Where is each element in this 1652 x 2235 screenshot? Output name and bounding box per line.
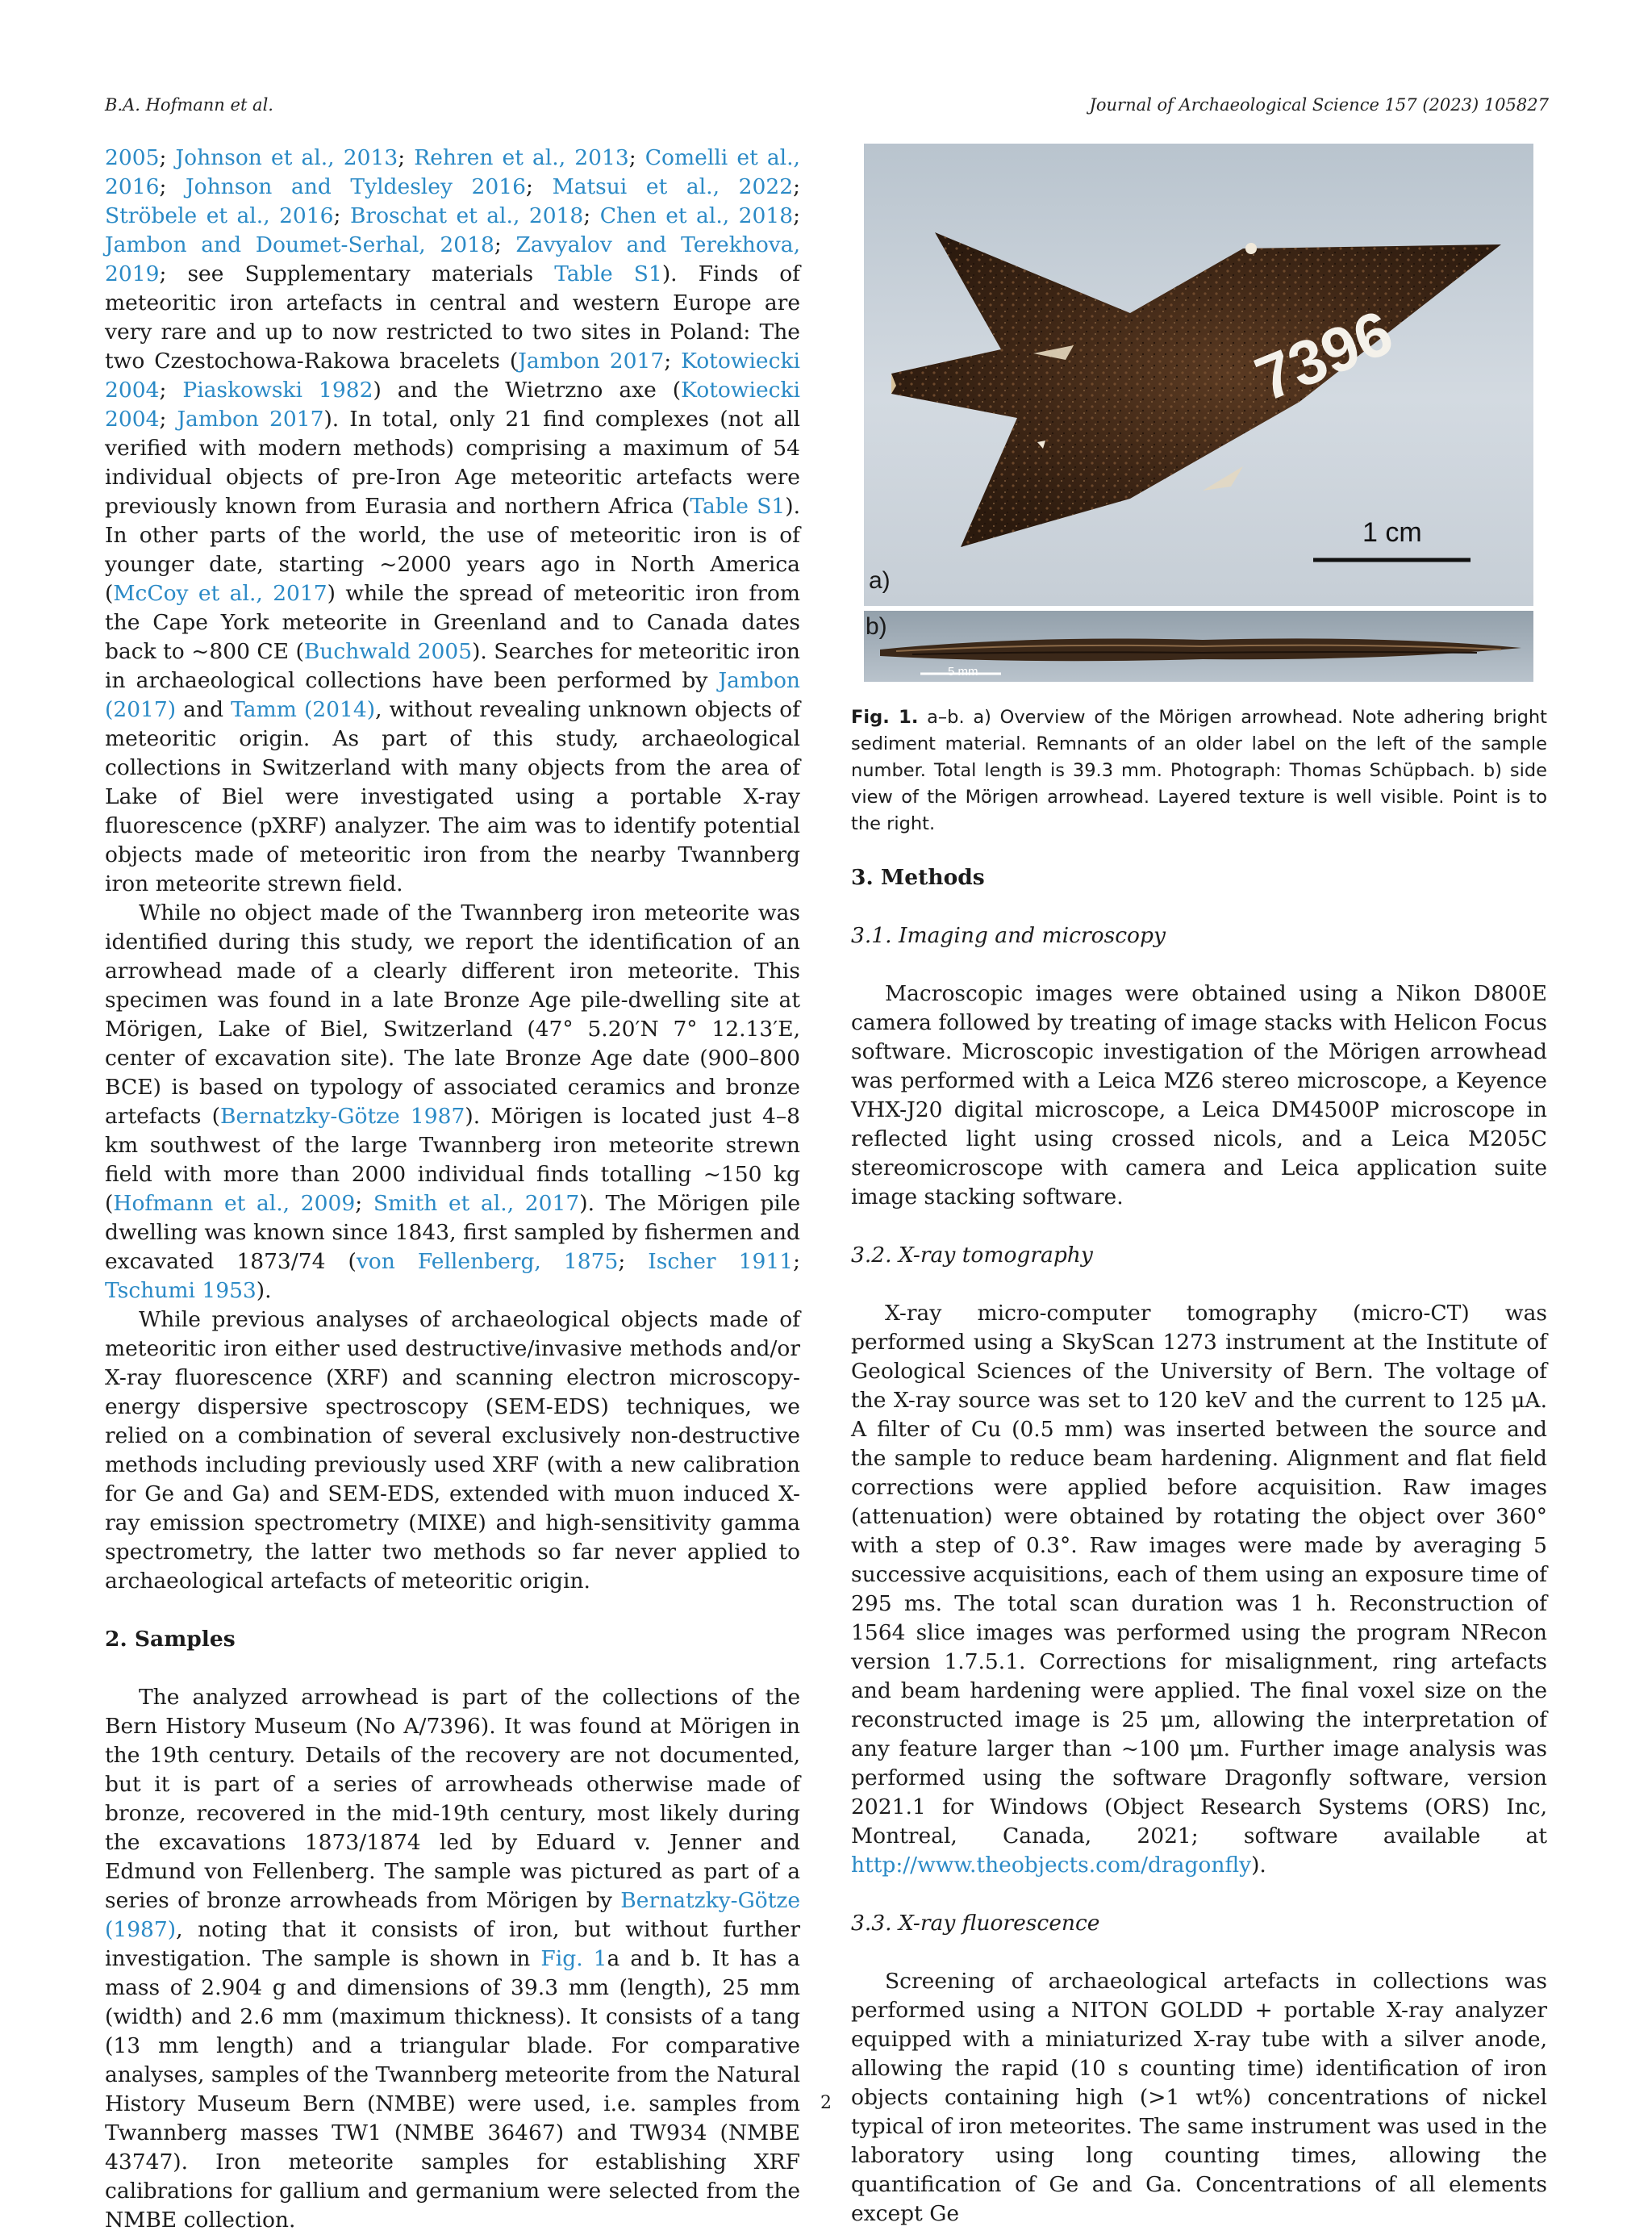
arrowhead-photo-side-view xyxy=(864,611,1533,682)
citation-link[interactable]: Jambon (2017) xyxy=(105,668,800,722)
right-column xyxy=(851,144,1547,2229)
subsection-xray-tomography: 3.2. X-ray tomography xyxy=(851,1243,1093,1268)
page-number: 2 xyxy=(820,2093,832,2113)
citation-link[interactable]: von Fellenberg, 1875 xyxy=(356,1249,619,1274)
arrowhead-illustration xyxy=(864,144,1533,606)
paragraph-methods-overview: While previous analyses of archaeological objects made of meteoritic iron either used destructive/invasive methods and/or X-ray fluorescence (XRF) and scanning electron microscopy-energy dispersive spectroscopy (SEM-EDS) techniques, we relied on a combination of several exclusively non-destructive methods including previously used XRF (with a new calibration for Ge and Ga) and SEM-EDS, extended with muon induced X-ray emission spectrometry (MIXE) and high-sensitivity gamma spectrometry, the latter two methods so far never applied to archaeological artefacts of meteoritic origin. xyxy=(105,1307,800,1594)
citation-link[interactable]: 2005 xyxy=(105,145,160,170)
citation-link[interactable]: Fig. 1 xyxy=(540,1946,607,1971)
citation-link[interactable]: McCoy et al., 2017 xyxy=(113,581,327,606)
figure-1 xyxy=(864,144,1533,682)
citation-link[interactable]: Bernatzky-Götze 1987 xyxy=(220,1104,465,1129)
panel-label-a: a) xyxy=(869,567,891,594)
citation-link[interactable]: Table S1 xyxy=(554,261,662,286)
left-column xyxy=(105,144,800,2235)
scale-label-5mm: 5 mm xyxy=(948,665,978,679)
arrowhead-photo-overview xyxy=(864,144,1533,606)
running-header-authors: B.A. Hofmann et al. xyxy=(105,95,273,115)
paragraph-morigen-identification: While no object made of the Twannberg iron meteorite was identified during this study, we report the identification of an arrowhead made of a clearly different iron meteorite. This specimen was found in a late Bronze Age pile-dwelling site at Mörigen, Lake of Biel, Switzerland (47° 5.20′N 7° 12.13′E, center of excavation site). The late Bronze Age date (900–800 BCE) is based on typology of associated ceramics and bronze artefacts (Bernatzky-Götze 1987). Mörigen is located just 4–8 km southwest of the large Twannberg iron meteorite strewn field with more than 2000 individual finds totalling ~150 kg (Hofmann et al., 2009; Smith et al., 2017). The Mörigen pile dwelling was known since 1843, first sampled by fishermen and excavated 1873/74 (von Fellenberg, 1875; Ischer 1911; Tschumi 1953). xyxy=(105,900,800,1303)
sample-number-label: 7396 xyxy=(1245,296,1403,415)
scale-label-1cm: 1 cm xyxy=(1362,517,1422,548)
citation-link[interactable]: Johnson and Tyldesley 2016 xyxy=(186,174,526,199)
citation-link[interactable]: Comelli et al., 2016 xyxy=(105,145,800,199)
caption-lead: Fig. 1. xyxy=(851,707,919,728)
citation-link[interactable]: Kotowiecki 2004 xyxy=(105,349,800,403)
paragraph-xray-tomography: X-ray micro-computer tomography (micro-CT) was performed using a SkyScan 1273 instrument at the Institute of Geological Sciences of the University of Bern. The voltage of the X-ray source was set to 120 keV and the current to 125 μA. A filter of Cu (0.5 mm) was inserted between the source and the sample to reduce beam hardening. Alignment and flat field corrections were applied before acquisition. Raw images (attenuation) were obtained by rotating the object over 360° with a step of 0.3°. Raw images were made by averaging 5 successive acquisitions, each of them using an exposure time of 295 ms. The total scan duration was 1 h. Reconstruction of 1564 slice images was performed using the program NRecon version 1.7.5.1. Corrections for misalignment, ring artefacts and beam hardening were applied. The final voxel size on the reconstructed image is 25 μm, allowing the interpretation of any feature larger than ~100 μm. Further image analysis was performed using the software Dragonfly software, version 2021.1 for Windows (Object Research Systems (ORS) Inc, Montreal, Canada, 2021; software available at http://www.theobjects.com/dragonfly). xyxy=(851,1301,1547,1878)
section-heading-samples: 2. Samples xyxy=(105,1627,236,1652)
subsection-xrf: 3.3. X-ray fluorescence xyxy=(851,1911,1100,1936)
citation-link[interactable]: Zavyalov and Terekhova, 2019 xyxy=(105,232,801,286)
citation-link[interactable]: http://www.theobjects.com/dragonfly xyxy=(851,1853,1252,1878)
paragraph-intro-continued: 2005; Johnson et al., 2013; Rehren et al., 2013; Comelli et al., 2016; Johnson and Tyldesley 2016; Matsui et al., 2022; Ströbele et al., 2016; Broschat et al., 2018; Chen et al., 2018; Jambon and Doumet-Serhal, 2018; Zavyalov and Terekhova, 2019; see Supplementary materials Table S1). Finds of meteoritic iron artefacts in central and western Europe are very rare and up to now restricted to two sites in Poland: The two Czestochowa-Rakowa bracelets (Jambon 2017; Kotowiecki 2004; Piaskowski 1982) and the Wietrzno axe (Kotowiecki 2004; Jambon 2017). In total, only 21 find complexes (not all verified with modern methods) comprising a maximum of 54 individual objects of pre-Iron Age meteoritic artefacts were previously known from Eurasia and northern Africa (Table S1). In other parts of the world, the use of meteoritic iron is of younger date, starting ~2000 years ago in North America (McCoy et al., 2017) while the spread of meteoritic iron from the Cape York meteorite in Greenland and to Canada dates back to ~800 CE (Buchwald 2005). Searches for meteoritic iron in archaeological collections have been performed by Jambon (2017) and Tamm (2014), without revealing unknown objects of meteoritic origin. As part of this study, archaeological collections in Switzerland with many objects from the area of Lake of Biel were investigated using a portable X-ray fluorescence (pXRF) analyzer. The aim was to identify potential objects made of meteoritic iron from the nearby Twannberg iron meteorite strewn field. xyxy=(105,145,801,896)
citation-link[interactable]: Tamm (2014) xyxy=(231,697,376,722)
citation-link[interactable]: Rehren et al., 2013 xyxy=(414,145,629,170)
citation-link[interactable]: Chen et al., 2018 xyxy=(599,203,794,228)
figure-caption xyxy=(851,704,1547,838)
citation-link[interactable]: Ischer 1911 xyxy=(648,1249,794,1274)
subsection-imaging: 3.1. Imaging and microscopy xyxy=(851,923,1166,948)
citation-link[interactable]: Jambon 2017 xyxy=(177,407,324,432)
paragraph-imaging: Macroscopic images were obtained using a Nikon D800E camera followed by treating of image stacks with Helicon Focus software. Microscopic investigation of the Mörigen arrowhead was performed with a Leica MZ6 stereo microscope, a Keyence VHX-J20 digital microscope, a Leica DM4500P microscope in reflected light using crossed nicols, and a Leica M205C stereomicroscope with camera and Leica application suite image stacking software. xyxy=(851,981,1547,1209)
citation-link[interactable]: Johnson et al., 2013 xyxy=(175,145,398,170)
citation-link[interactable]: Matsui et al., 2022 xyxy=(552,174,794,199)
citation-link[interactable]: Kotowiecki 2004 xyxy=(105,378,801,432)
panel-label-b: b) xyxy=(866,613,887,640)
citation-link[interactable]: Broschat et al., 2018 xyxy=(349,203,584,228)
running-header-journal: Journal of Archaeological Science 157 (2023) 105827 xyxy=(1089,95,1549,115)
citation-link[interactable]: Table S1 xyxy=(690,494,786,519)
citation-link[interactable]: Jambon 2017 xyxy=(518,349,665,374)
citation-link[interactable]: Jambon and Doumet-Serhal, 2018 xyxy=(105,232,494,257)
paragraph-samples: The analyzed arrowhead is part of the collections of the Bern History Museum (No A/7396). It was found at Mörigen in the 19th century. Details of the recovery are not documented, but it is part of a series of arrowheads otherwise made of bronze, recovered in the mid-19th century, most likely during the excavations 1873/1874 led by Eduard v. Jenner and Edmund von Fellenberg. The sample was pictured as part of a series of bronze arrowheads from Mörigen by Bernatzky-Götze (1987), noting that it consists of iron, but without further investigation. The sample is shown in Fig. 1a and b. It has a mass of 2.904 g and dimensions of 39.3 mm (length), 25 mm (width) and 2.6 mm (maximum thickness). It consists of a tang (13 mm length) and a triangular blade. For comparative analyses, samples of the Twannberg meteorite from the Natural History Museum Bern (NMBE) were used, i.e. samples from Twannberg masses TW1 (NMBE 36467) and TW934 (NMBE 43747). Iron meteorite samples for establishing XRF calibrations for gallium and germanium were selected from the NMBE collection. xyxy=(105,1685,801,2233)
paragraph-xrf: Screening of archaeological artefacts in collections was performed using a NITON GOLDD + portable X-ray analyzer equipped with a miniaturized X-ray tube with a silver anode, allowing the rapid (10 s counting time) identification of iron objects containing high (>1 wt%) concentrations of nickel typical of iron meteorites. The same instrument was used in the laboratory using long counting times, allowing the quantification of Ge and Ga. Concentrations of all elements except Ge xyxy=(851,1969,1547,2226)
section-heading-methods: 3. Methods xyxy=(851,865,985,890)
citation-link[interactable]: Ströbele et al., 2016 xyxy=(105,203,334,228)
citation-link[interactable]: Tschumi 1953 xyxy=(105,1278,257,1303)
citation-link[interactable]: Smith et al., 2017 xyxy=(373,1191,580,1216)
citation-link[interactable]: Hofmann et al., 2009 xyxy=(113,1191,356,1216)
citation-link[interactable]: Bernatzky-Götze (1987) xyxy=(105,1888,800,1942)
caption-text: a–b. a) Overview of the Mörigen arrowhead. Note adhering bright sediment material. Remnants of an older label on the left of the sample number. Total length is 39.3 mm. Photograph: Thomas Schüpbach. b) side view of the Mörigen arrowhead. Layered texture is well visible. Point is to the right. xyxy=(851,707,1547,834)
citation-link[interactable]: Buchwald 2005 xyxy=(303,639,473,664)
citation-link[interactable]: Piaskowski 1982 xyxy=(182,378,373,403)
